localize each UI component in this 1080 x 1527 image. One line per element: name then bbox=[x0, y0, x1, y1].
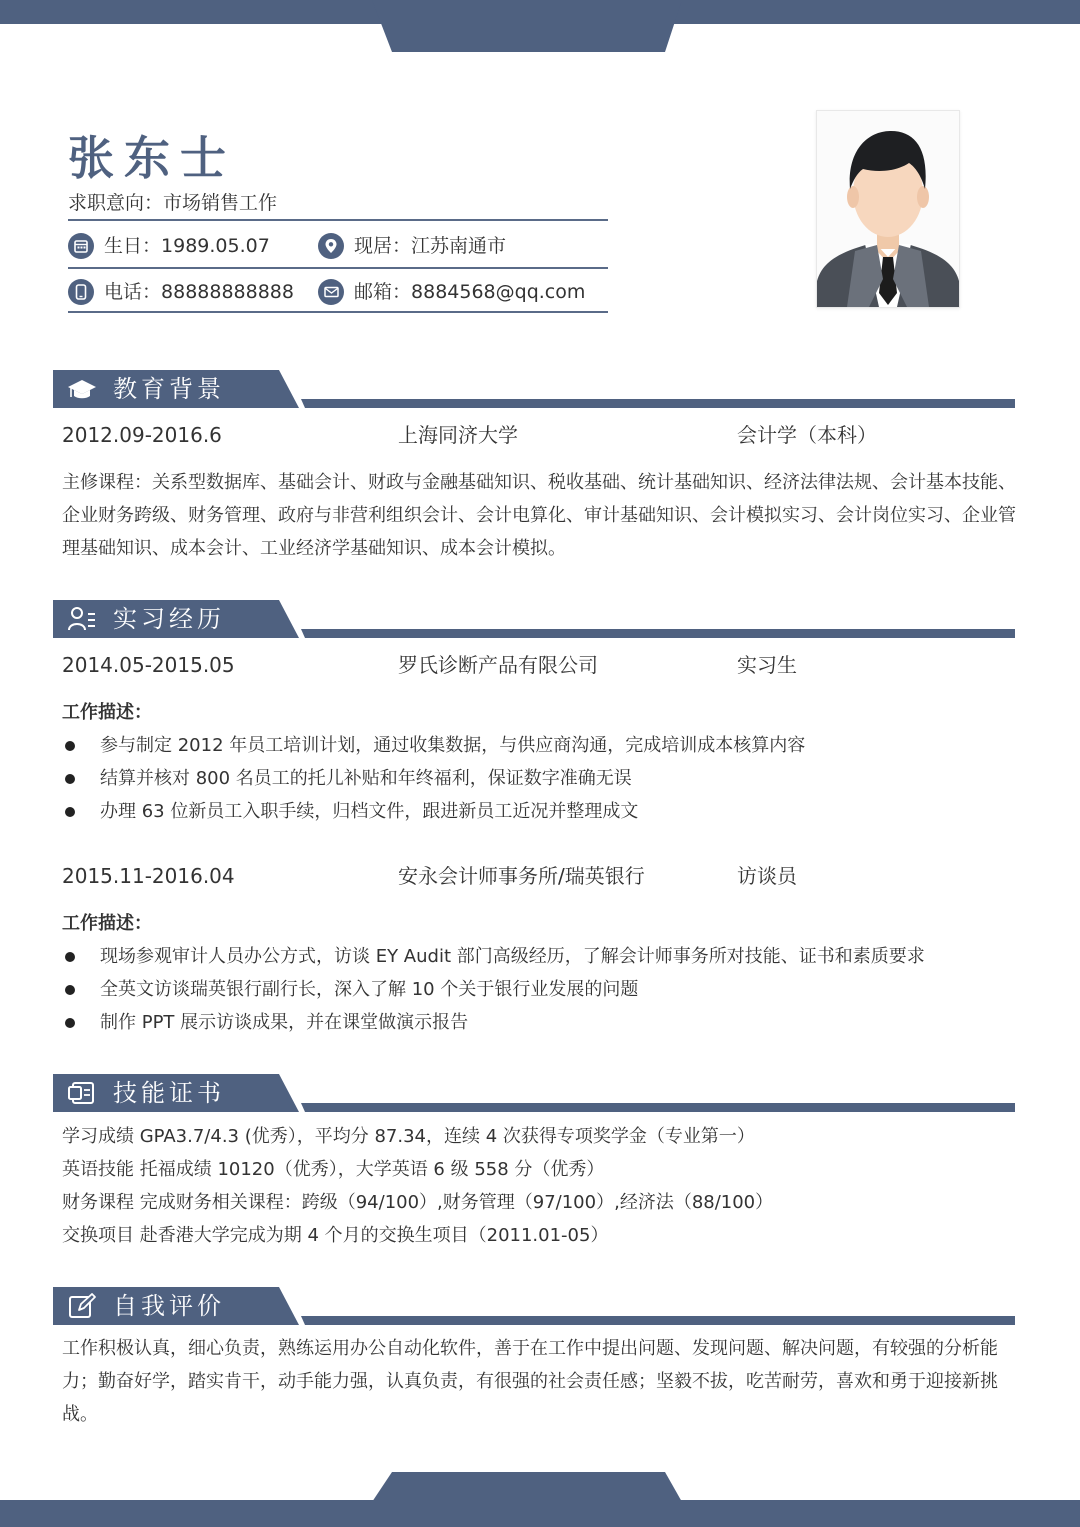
person-list-icon bbox=[67, 605, 97, 633]
list-item: 英语技能 托福成绩 10120（优秀），大学英语 6 级 558 分（优秀） bbox=[62, 1159, 605, 1180]
profile-photo bbox=[816, 110, 960, 308]
list-item: 学习成绩 GPA3.7/4.3 (优秀），平均分 87.34，连续 4 次获得专项奖学金（专业第一） bbox=[62, 1126, 755, 1147]
bottom-tab-decoration bbox=[0, 1472, 1080, 1502]
phone-value: 88888888888 bbox=[161, 281, 294, 303]
job-desc-list bbox=[62, 940, 1022, 1039]
education-major: 会计学（本科） bbox=[737, 423, 877, 447]
top-tab-decoration bbox=[0, 0, 1080, 52]
job-company: 罗氏诊断产品有限公司 bbox=[398, 653, 598, 677]
avatar-icon bbox=[817, 111, 959, 307]
section-header-internship bbox=[53, 600, 1015, 638]
residence-info bbox=[318, 233, 506, 259]
job-role: 访谈员 bbox=[737, 864, 797, 888]
edit-icon bbox=[67, 1292, 97, 1320]
list-item: 制作 PPT 展示访谈成果，并在课堂做演示报告 bbox=[62, 1006, 1022, 1039]
job-intent bbox=[68, 190, 277, 216]
section-header-skills bbox=[53, 1074, 1015, 1112]
section-title-education: 教育背景 bbox=[113, 375, 225, 403]
list-item: 财务课程 完成财务相关课程：跨级（94/100）,财务管理（97/100）,经济法（88/100） bbox=[62, 1192, 774, 1213]
section-title-internship: 实习经历 bbox=[113, 605, 225, 633]
residence-value: 江苏南通市 bbox=[411, 235, 507, 257]
certificate-icon bbox=[67, 1079, 97, 1107]
info-divider bbox=[68, 219, 608, 221]
job-intent-value: 市场销售工作 bbox=[163, 192, 278, 214]
job-desc-label: 工作描述： bbox=[62, 913, 152, 934]
email-label: 邮箱： bbox=[354, 281, 412, 303]
phone-label: 电话： bbox=[104, 281, 162, 303]
birth-info bbox=[68, 233, 270, 259]
residence-label: 现居： bbox=[354, 235, 412, 257]
section-title-skills: 技能证书 bbox=[113, 1079, 225, 1107]
list-item: 现场参观审计人员办公方式，访谈 EY Audit 部门高级经历，了解会计师事务所对技能、证书和素质要求 bbox=[62, 940, 1022, 973]
job-desc-list bbox=[62, 729, 1022, 828]
candidate-name: 张东士 bbox=[68, 131, 236, 185]
phone-info bbox=[68, 279, 294, 305]
list-item: 交换项目 赴香港大学完成为期 4 个月的交换生项目（2011.01-05） bbox=[62, 1225, 609, 1246]
graduation-cap-icon bbox=[67, 375, 97, 403]
education-school: 上海同济大学 bbox=[398, 423, 518, 447]
job-date: 2015.11-2016.04 bbox=[62, 864, 235, 888]
skills-list bbox=[62, 1120, 773, 1252]
list-item: 办理 63 位新员工入职手续，归档文件，跟进新员工近况并整理成文 bbox=[62, 795, 1022, 828]
location-pin-icon bbox=[318, 233, 344, 259]
info-divider bbox=[68, 267, 608, 269]
bottom-band bbox=[0, 1500, 1080, 1527]
education-courses: 主修课程：关系型数据库、基础会计、财政与金融基础知识、税收基础、统计基础知识、经济法律法规、会计基本技能、企业财务跨级、财务管理、政府与非营利组织会计、会计电算化、审计基础知识、会计模拟实习、会计岗位实习、企业管理基础知识、成本会计、工业经济学基础知识、成本会计模拟。 bbox=[62, 472, 1016, 559]
birth-label: 生日： bbox=[104, 235, 162, 257]
job-desc-label: 工作描述： bbox=[62, 702, 152, 723]
email-info bbox=[318, 279, 585, 305]
envelope-icon bbox=[318, 279, 344, 305]
section-header-self-eval bbox=[53, 1287, 1015, 1325]
education-date: 2012.09-2016.6 bbox=[62, 423, 222, 447]
birth-value: 1989.05.07 bbox=[161, 235, 270, 257]
job-company: 安永会计师事务所/瑞英银行 bbox=[398, 864, 645, 888]
self-eval-text: 工作积极认真，细心负责，熟练运用办公自动化软件，善于在工作中提出问题、发现问题、解决问题，有较强的分析能力；勤奋好学，踏实肯干，动手能力强，认真负责，有很强的社会责任感；坚毅不拔，吃苦耐劳，喜欢和勇于迎接新挑战。 bbox=[62, 1338, 998, 1425]
list-item: 参与制定 2012 年员工培训计划，通过收集数据，与供应商沟通，完成培训成本核算内容 bbox=[62, 729, 1022, 762]
list-item: 全英文访谈瑞英银行副行长，深入了解 10 个关于银行业发展的问题 bbox=[62, 973, 1022, 1006]
list-item: 结算并核对 800 名员工的托儿补贴和年终福利，保证数字准确无误 bbox=[62, 762, 1022, 795]
calendar-icon bbox=[68, 233, 94, 259]
job-role: 实习生 bbox=[737, 653, 797, 677]
job-intent-label: 求职意向： bbox=[68, 192, 164, 214]
phone-icon bbox=[68, 279, 94, 305]
email-value: 8884568@qq.com bbox=[411, 281, 586, 303]
job-date: 2014.05-2015.05 bbox=[62, 653, 235, 677]
section-title-self-eval: 自我评价 bbox=[113, 1292, 225, 1320]
section-header-education bbox=[53, 370, 1015, 408]
info-divider bbox=[68, 311, 608, 313]
